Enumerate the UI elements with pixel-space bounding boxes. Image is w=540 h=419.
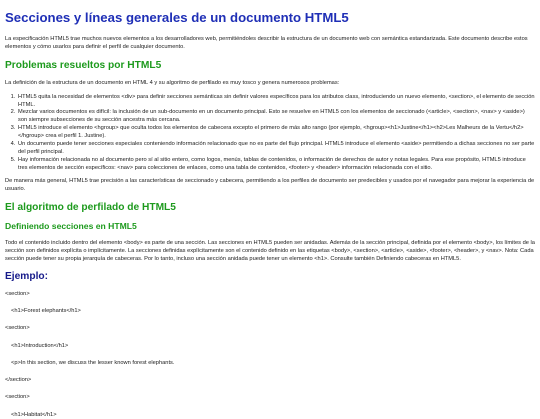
- code-line: <p>In this section, we discuss the lesser known forest elephants.: [11, 359, 175, 366]
- list-item: 1. HTML5 quita la necesidad de elementos <div> para definir secciones semánticas sin definir valores específicos para los atributos class, introduciendo un nuevo elemento, <section>, el elemento de sección HTML.: [17, 94, 535, 110]
- problems-list: [5, 94, 535, 173]
- algorithm-paragraph: Todo el contenido incluido dentro del elemento <body> es parte de una sección. Las secciones en HTML5 pueden ser anidadas. Además de la sección principal, definida por el elemento <body>, los límites de la sección son definidos explícita o implícitamente. La secciones definidas explícitamente son el contenido definido en las etiquetas <body>, <section>, <article>, <aside>, <footer>, <header>, y <nav>. Nota: Cada sección puede tener su propia jerarquía de cabeceras. Por lo tanto, incluso una sección anidada puede tener un elemento <h1>. Consulte también Definiendo cabeceras en HTML5.: [5, 240, 535, 263]
- list-item: 2. Mezclar varios documentos es difícil: la inclusión de un sub-documento en un documento principal. Esto se resuelve en HTML5 con los elementos de seccionado (<article>, <section>, <nav> y <aside>) son siempre subsecciones de su sección ancestra más cercana.: [17, 109, 535, 125]
- list-item: 3. HTML5 introduce el elemento <hgroup> que oculta todos los elementos de cabecera excepto el primero de más alto rango (por ejemplo, <hgroup><h1>Justine</h1><h2>Les Malheurs de la Vertu</h2></hgroup> crea el perfil 1. Justine).: [17, 125, 535, 141]
- page-title: Secciones y líneas generales de un documento HTML5: [5, 10, 349, 25]
- problems-heading: Problemas resueltos por HTML5: [5, 60, 162, 72]
- code-example: [5, 290, 535, 419]
- code-line: </section>: [5, 377, 32, 384]
- problems-closing: De manera más general, HTML5 trae precisión a las características de seccionado y cabecera, permitiendo a los perfiles de documento ser predecibles y usados por el navegador para mejorar la experiencia de usuario.: [5, 177, 535, 192]
- code-line: <h1>Introduction</h1>: [11, 342, 69, 349]
- problems-lead: La definición de la estructura de un documento en HTML 4 y su algoritmo de perfilado es muy tosco y genera numerosos problemas:: [5, 80, 340, 87]
- algorithm-heading: El algoritmo de perfilado de HTML5: [5, 202, 176, 214]
- example-heading: Ejemplo:: [5, 270, 49, 282]
- list-item: 5. Hay información relacionada no al documento pero sí al sitio entero, como logos, menús, tablas de contenidos, o información de derechos de autor y notas legales. Para ese propósito, HTML5 introduce tres elementos de sección específicos: <nav> para colecciones de enlaces, como una tabla de contenidos, <footer> y <header> información relacionada con el sitio.: [17, 157, 535, 173]
- code-line: <section>: [5, 325, 30, 332]
- code-line: <h1>Habitat</h1>: [11, 411, 57, 418]
- defining-sections-heading: Definiendo secciones en HTML5: [5, 221, 137, 232]
- intro-paragraph: La especificación HTML5 trae muchos nuevos elementos a los desarrolladores web, permitiéndoles describir la estructura de un documento web con semántica estandarizada. Este documento describe estos elementos y cómo usarlos para definir el perfil de cualquier documento.: [5, 36, 528, 51]
- code-line: <h1>Forest elephants</h1>: [11, 307, 81, 314]
- list-item: 4. Un documento puede tener secciones especiales conteniendo información relacionado que no es parte del flujo principal. HTML5 introduce el elemento <aside> permitiendo a dichas secciones no ser parte del perfil principal.: [17, 141, 535, 157]
- code-line: <section>: [5, 394, 30, 401]
- code-line: <section>: [5, 290, 30, 297]
